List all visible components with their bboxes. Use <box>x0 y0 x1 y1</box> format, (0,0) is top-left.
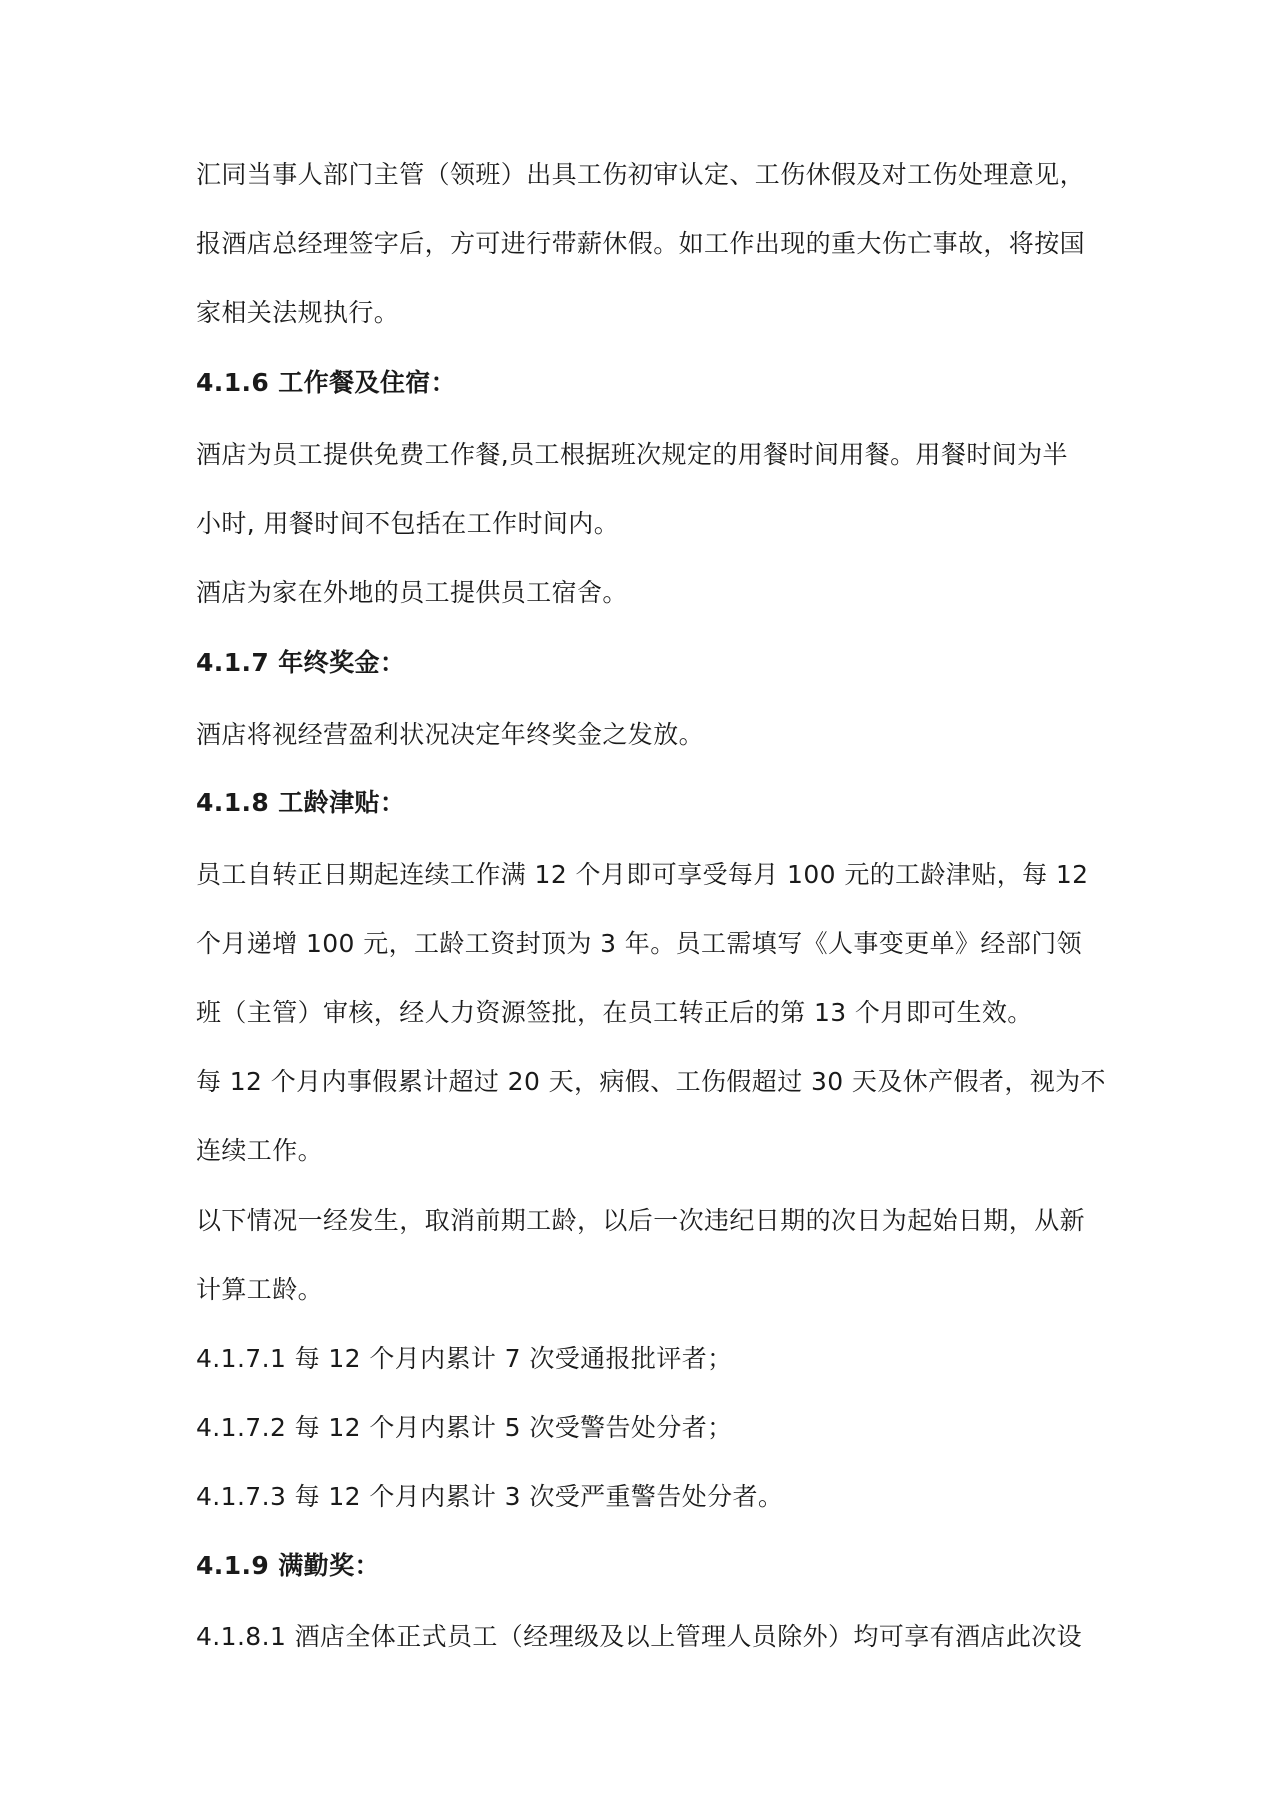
paragraph-line: 家相关法规执行。 <box>196 298 400 327</box>
section-heading: 4.1.7 年终奖金： <box>196 648 406 677</box>
list-item: 4.1.7.1 每 12 个月内累计 7 次受通报批评者； <box>196 1344 733 1373</box>
list-item: 4.1.7.2 每 12 个月内累计 5 次受警告处分者； <box>196 1413 733 1442</box>
paragraph-line: 汇同当事人部门主管（领班）出具工伤初审认定、工伤休假及对工伤处理意见， <box>196 160 1086 189</box>
section-heading: 4.1.8 工龄津贴： <box>196 788 406 817</box>
paragraph-line: 员工自转正日期起连续工作满 12 个月即可享受每月 100 元的工龄津贴，每 12 <box>196 860 1089 889</box>
paragraph-line: 报酒店总经理签字后，方可进行带薪休假。如工作出现的重大伤亡事故，将按国 <box>196 229 1086 258</box>
paragraph-line: 酒店将视经营盈利状况决定年终奖金之发放。 <box>196 720 705 749</box>
paragraph-line: 连续工作。 <box>196 1136 324 1165</box>
paragraph-line: 每 12 个月内事假累计超过 20 天，病假、工伤假超过 30 天及休产假者，视为不 <box>196 1067 1106 1096</box>
paragraph-line: 个月递增 100 元，工龄工资封顶为 3 年。员工需填写《人事变更单》经部门领 <box>196 929 1083 958</box>
paragraph-line: 班（主管）审核，经人力资源签批，在员工转正后的第 13 个月即可生效。 <box>196 998 1033 1027</box>
list-item: 4.1.7.3 每 12 个月内累计 3 次受严重警告处分者。 <box>196 1482 784 1511</box>
paragraph-line: 酒店为家在外地的员工提供员工宿舍。 <box>196 578 628 607</box>
paragraph-line: 4.1.8.1 酒店全体正式员工（经理级及以上管理人员除外）均可享有酒店此次设 <box>196 1622 1083 1651</box>
paragraph-line: 小时, 用餐时间不包括在工作时间内。 <box>196 509 620 538</box>
paragraph-line: 以下情况一经发生，取消前期工龄，以后一次违纪日期的次日为起始日期，从新 <box>196 1206 1086 1235</box>
section-heading: 4.1.6 工作餐及住宿： <box>196 368 457 397</box>
paragraph-line: 计算工龄。 <box>196 1275 324 1304</box>
section-heading: 4.1.9 满勤奖： <box>196 1551 380 1580</box>
paragraph-line: 酒店为员工提供免费工作餐,员工根据班次规定的用餐时间用餐。用餐时间为半 <box>196 440 1068 469</box>
